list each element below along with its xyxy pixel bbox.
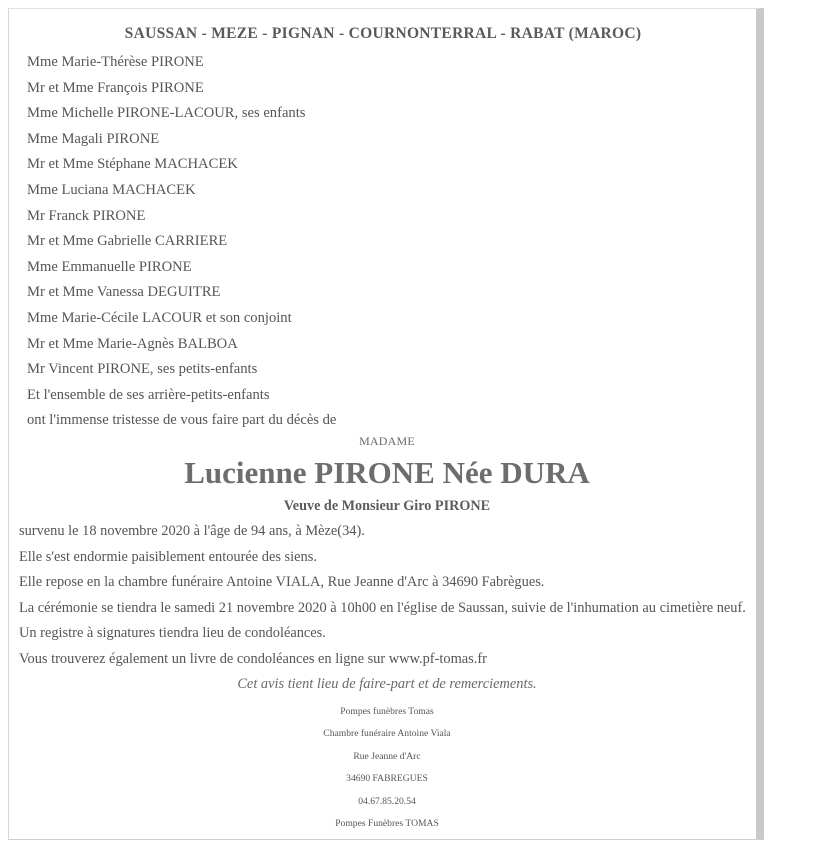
footer-line: Pompes Funèbres TOMAS [335,817,439,829]
family-line: Mr et Mme François PIRONE [27,79,204,96]
body-line: La cérémonie se tiendra le samedi 21 novembre 2020 à 10h00 en l'église de Saussan, suivie de l'inhumation au cimetière neuf. [19,599,746,616]
deceased-subtitle: Veuve de Monsieur Giro PIRONE [283,498,491,514]
family-line: Mme Marie-Thérèse PIRONE [27,54,204,70]
family-line: Mme Emmanuelle PIRONE [27,258,192,275]
footer-line: Rue Jeanne d'Arc [353,750,421,762]
deceased-name: Lucienne PIRONE Née DURA [184,455,590,490]
announcement-body [19,519,763,673]
funeral-home-footer [9,701,765,835]
family-line: Mr et Mme Gabrielle CARRIERE [27,233,228,250]
family-line: Mr et Mme Stéphane MACHACEK [27,156,238,173]
family-line: Mr Franck PIRONE [27,207,146,224]
body-line: Elle s'est endormie paisiblement entourée des siens. [19,548,317,565]
family-line: Mme Luciana MACHACEK [27,181,196,198]
family-line: Et l'ensemble de ses arrière-petits-enfants [27,386,270,403]
family-line: Mr et Mme Vanessa DEGUITRE [27,284,221,301]
closing-note: Cet avis tient lieu de faire-part et de remerciements. [237,676,537,692]
announcement-line: ont l'immense tristesse de vous faire part du décès de [27,412,337,429]
footer-line: 04.67.85.20.54 [358,795,416,807]
footer-line: 34690 FABREGUES [346,773,428,785]
family-line: Mme Michelle PIRONE-LACOUR, ses enfants [27,105,306,122]
family-line: Mr Vincent PIRONE, ses petits-enfants [27,361,258,378]
family-line: Mme Magali PIRONE [27,130,160,147]
body-line: Elle repose en la chambre funéraire Antoine VIALA, Rue Jeanne d'Arc à 34690 Fabrègues. [19,574,545,591]
body-line: survenu le 18 novembre 2020 à l'âge de 94 ans, à Mèze(34). [19,523,365,539]
footer-line: Chambre funéraire Antoine Viala [323,728,451,740]
deceased-title: MADAME [359,434,415,448]
family-line: Mme Marie-Cécile LACOUR et son conjoint [27,309,292,326]
body-line: Vous trouverez également un livre de condoléances en ligne sur www.pf-tomas.fr [19,650,487,667]
locations-header: SAUSSAN - MEZE - PIGNAN - COURNONTERRAL - RABAT (MAROC) [124,25,642,42]
family-list [27,50,747,434]
footer-line: Pompes funèbres Tomas [340,706,434,717]
obituary-notice [8,8,764,840]
family-line: Mr et Mme Marie-Agnès BALBOA [27,335,238,352]
body-line: Un registre à signatures tiendra lieu de condoléances. [19,625,326,642]
